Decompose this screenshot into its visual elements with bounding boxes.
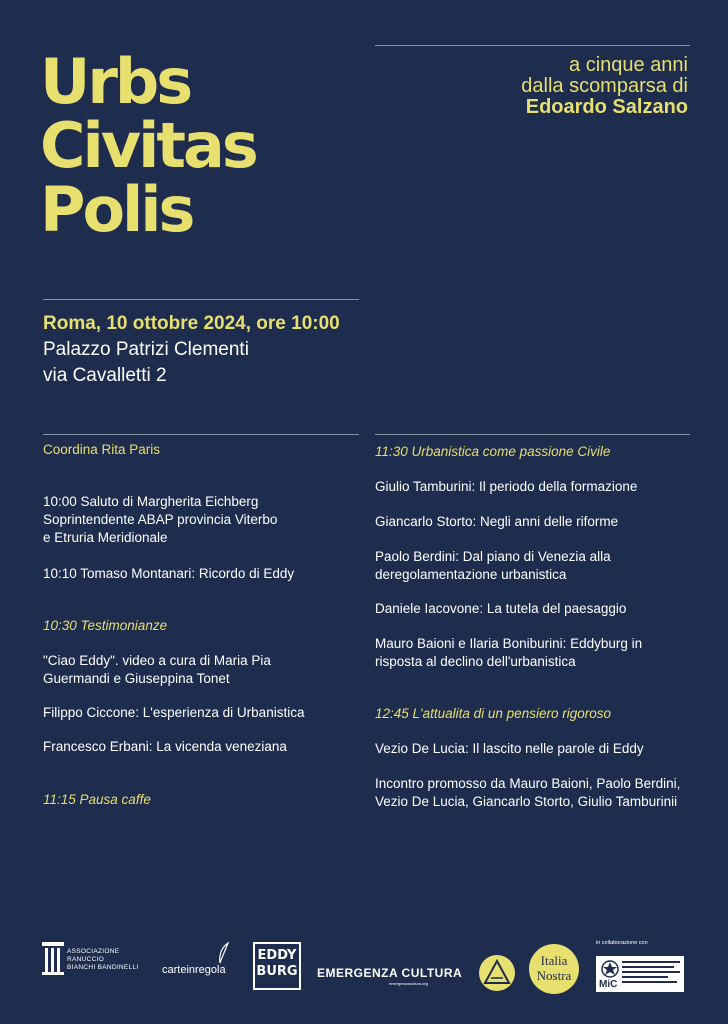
title-line-polis: Polis xyxy=(40,173,193,246)
dedication-line2: dalla scomparsa di xyxy=(521,75,688,97)
emergenza-label: EMERGENZA CULTURA xyxy=(317,966,463,980)
programme-item: Guermandi e Giuseppina Tonet xyxy=(43,671,230,686)
partner-logos xyxy=(0,930,728,1010)
mic-logo xyxy=(596,940,688,996)
event-venue: Palazzo Patrizi Clementi xyxy=(43,339,249,360)
programme-item: "Ciao Eddy". video a cura di Maria Pia xyxy=(43,653,271,668)
right-programme xyxy=(375,0,690,1024)
programme-item: risposta al declino dell'urbanistica xyxy=(375,654,576,669)
programme-item: Soprintendente ABAP provincia Viterbo xyxy=(43,512,278,527)
left-programme xyxy=(43,0,359,1024)
bandinelli-line2: RANUCCIO xyxy=(67,956,105,963)
programme-item: Vezio De Lucia, Giancarlo Storto, Giulio Tamburinii xyxy=(375,794,678,809)
bandinelli-line1: ASSOCIAZIONE xyxy=(67,948,120,955)
eddyburg-line1: EDDY xyxy=(257,948,297,963)
programme-item: deregolamentazione urbanistica xyxy=(375,567,567,582)
carteinregola-logo xyxy=(162,942,242,982)
section-heading: 11:15 Pausa caffe xyxy=(43,792,151,807)
eddyburg-line2: BURG xyxy=(256,964,298,979)
programme-item: 10:00 Saluto di Margherita Eichberg xyxy=(43,494,259,509)
event-date: Roma, 10 ottobre 2024, ore 10:00 xyxy=(43,313,340,334)
italia-nostra-logo xyxy=(529,944,579,994)
emergenza-sub: emergenzacultura.org xyxy=(389,981,428,986)
emergenza-cultura-logo xyxy=(317,966,477,988)
columns-icon xyxy=(42,942,64,976)
ministry-emblem-icon xyxy=(600,959,620,979)
bandinelli-line3: BIANCHI BANDINELLI xyxy=(67,964,139,971)
triangle-logo xyxy=(478,954,516,992)
title-line-urbs: Urbs xyxy=(40,45,191,118)
programme-item: Daniele Iacovone: La tutela del paesaggio xyxy=(375,601,627,616)
programme-item: 10:10 Tomaso Montanari: Ricordo di Eddy xyxy=(43,566,295,581)
mic-label: MiC xyxy=(599,979,618,990)
programme-item: Giancarlo Storto: Negli anni delle riforme xyxy=(375,514,619,529)
bandinelli-logo xyxy=(42,940,152,985)
programme-item: Filippo Ciccone: L'esperienza di Urbanistica xyxy=(43,705,305,720)
eddyburg-logo xyxy=(253,942,301,990)
programme-item: Vezio De Lucia: Il lascito nelle parole di Eddy xyxy=(375,741,644,756)
programme-item: Francesco Erbani: La vicenda veneziana xyxy=(43,739,287,754)
italia-nostra-line2: Nostra xyxy=(536,968,572,983)
mic-caption: in collaborazione con xyxy=(596,940,648,946)
carteinregola-label: carteinregola xyxy=(162,964,226,976)
mic-emblem xyxy=(596,956,684,992)
section-heading: 10:30 Testimonianze xyxy=(43,618,168,633)
feather-icon xyxy=(216,942,230,964)
coordinator: Coordina Rita Paris xyxy=(43,442,161,457)
dedication-line1: a cinque anni xyxy=(569,54,688,76)
programme-item: Giulio Tamburini: Il periodo della formazione xyxy=(375,479,638,494)
italia-nostra-line1: Italia xyxy=(540,953,568,968)
title-line-civitas: Civitas xyxy=(40,109,256,182)
programme-item: Incontro promosso da Mauro Baioni, Paolo Berdini, xyxy=(375,776,681,791)
section-heading: 12:45 L'attualita di un pensiero rigoroso xyxy=(375,706,611,721)
programme-item: Paolo Berdini: Dal piano di Venezia alla xyxy=(375,549,611,564)
programme-item: Mauro Baioni e Ilaria Boniburini: Eddyburg in xyxy=(375,636,643,651)
dedication-name: Edoardo Salzano xyxy=(525,96,688,118)
triangle-badge-icon xyxy=(478,954,516,992)
section-heading: 11:30 Urbanistica come passione Civile xyxy=(375,444,611,459)
programme-item: e Etruria Meridionale xyxy=(43,530,168,545)
event-address: via Cavalletti 2 xyxy=(43,365,167,386)
